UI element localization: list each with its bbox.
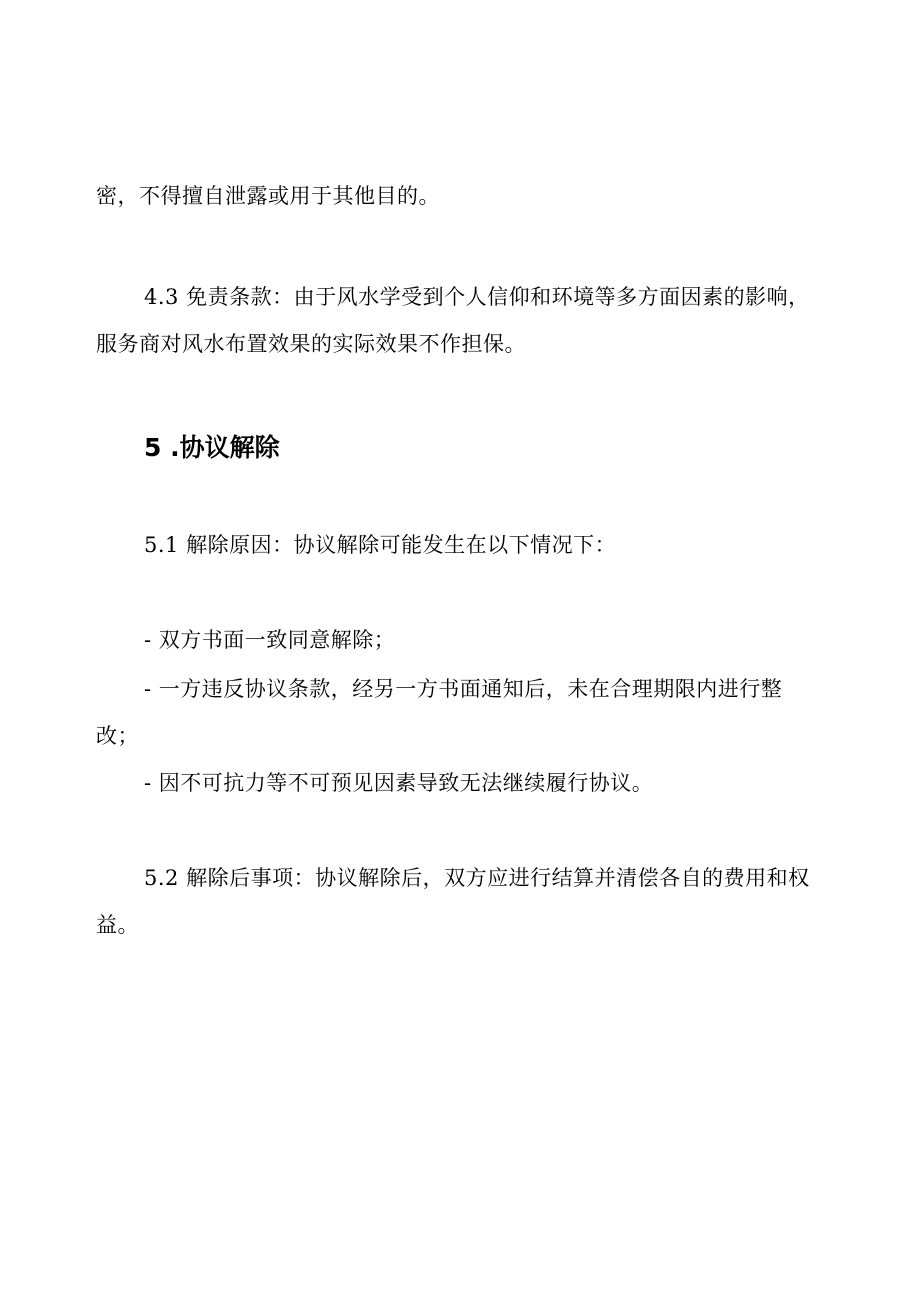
continuation-paragraph: 密，不得擅自泄露或用于其他目的。 bbox=[96, 184, 440, 208]
clause-5-1-paragraph: 5.1 解除原因：协议解除可能发生在以下情况下： bbox=[144, 533, 617, 557]
reason-item-1: - 双方书面一致同意解除； bbox=[144, 628, 396, 652]
clause-4-3-paragraph: 4.3 免责条款：由于风水学受到个人信仰和环境等多方面因素的影响，服务商对风水布置效果的实际效果不作担保。 bbox=[96, 285, 810, 356]
section-5-heading: 5 .协议解除 bbox=[144, 433, 280, 462]
clause-5-2-paragraph: 5.2 解除后事项：协议解除后，双方应进行结算并清偿各自的费用和权益。 bbox=[96, 866, 810, 937]
reason-item-2: - 一方违反协议条款，经另一方书面通知后，未在合理期限内进行整改； bbox=[96, 677, 783, 748]
reason-item-3: - 因不可抗力等不可预见因素导致无法继续履行协议。 bbox=[144, 771, 654, 795]
